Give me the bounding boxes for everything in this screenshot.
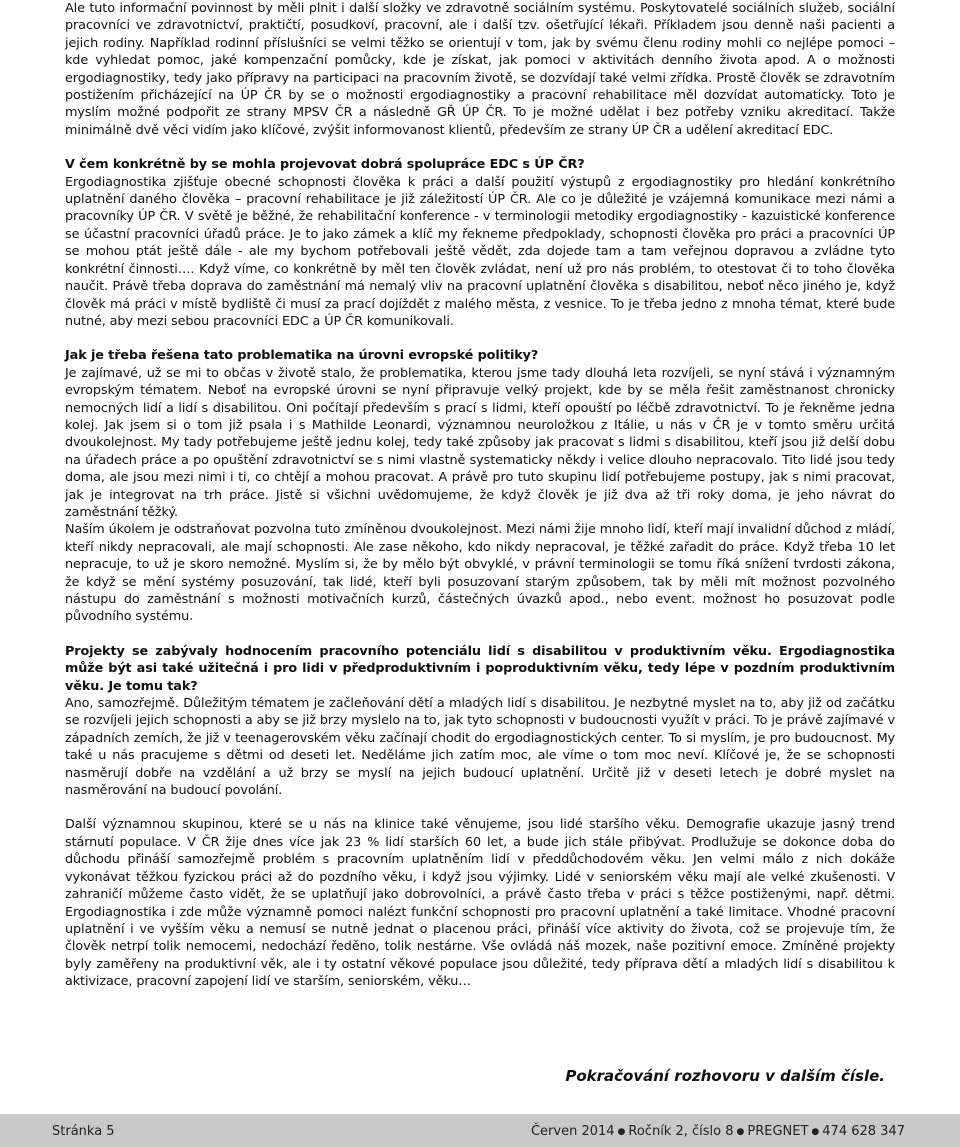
answer-age-groups: Ano, samozřejmě. Důležitým tématem je začleňování dětí a mladých lidí s disabilitou. Je nezbytné myslet na to, aby již od začátku se rozvíjeli jejich schopnosti a aby se již brzy myslelo na to, jak tyto schopnosti v budoucnosti využít v práci. To je právě zajímavé v západních zemích, že již v teenagerovském věku začínají chodit do ergodiagnostických center. To si myslím, je pro budoucnost. My také u nás pracujeme s dětmi od deseti let. Neděláme jich zatím moc, ale víme o tom moc neví. Klíčové je, že se schopnosti nasměrují dobře na vzdělání a už brzy se myslí na jejich budoucí uplatnění. Určitě již v deseti letech je dobré myslet na nasměrování na budoucí povolání. bbox=[65, 696, 895, 799]
bullet-icon: ● bbox=[617, 1127, 626, 1137]
bullet-icon: ● bbox=[811, 1127, 820, 1137]
question-age-groups: Projekty se zabývaly hodnocením pracovního potenciálu lidí s disabilitou v produktivním věku. Ergodiagnostika může být asi také užitečná i pro lidi v předproduktivním i poproduktivním věku, tedy lépe v pozdním produktivním věku. Je tomu tak? bbox=[65, 643, 895, 694]
question-cooperation: V čem konkrétně by se mohla projevovat dobrá spolupráce EDC s ÚP ČR? bbox=[65, 157, 585, 173]
continuation-note: Pokračování rozhovoru v dalším čísle. bbox=[565, 1067, 885, 1085]
phone-number: 474 628 347 bbox=[822, 1124, 905, 1139]
bullet-icon: ● bbox=[736, 1127, 745, 1137]
paragraph-intro: Ale tuto informační povinnost by měli plnit i další složky ve zdravotně sociálním systému. Poskytovatelé sociálních služeb, sociální pracovníci ve zdravotnictví, praktičtí, posudkoví, pracovní, ale i další tzv. ošetřující lékaři. Příkladem jsou denně naši pacienti a jejich rodiny. Například rodinní příslušníci se velmi těžko se orientují v tom, jak by svému členu rodiny mohli co nejlépe pomoci – kde vyhledat pomoc, jaké kompenzační pomůcky, kde je získat, jak pomoci v aktivitách denního života apod. A o možnosti ergodiagnostiky, tedy jako přípravy na participaci na pracovním životě, se dozvídají také velmi zřídka. Prostě člověk se zdravotním postižením přicházející na ÚP ČR by se o možnosti ergodiagnostiky a pracovní rehabilitace měl dozvídat automaticky. Toto je myslím možné podpořit ze strany MPSV ČR a následně GŘ ÚP ČR. To je možné udělat i bez potřeby vzniku akreditací. Takže minimálně dvě věci vidím jako klíčové, zvýšit informovanost klientů, především ze strany ÚP ČR a udělení akreditací EDC. bbox=[65, 1, 895, 138]
answer-european-policy: Je zajímavé, už se mi to občas v životě stalo, že problematika, kterou jsme tady dlouhá leta rozvíjeli, se nyní stává i významným evropským tématem. Neboť na evropské úrovni se nyní připravuje velký projekt, kde by se měla řešit zaměstnanost chronicky nemocných lidí a lidí s disabilitou. Oni počítají především s prací s lidmi, kteří opouští po léčbě zdravotnictví. To je řekněme jedna kolej. Jak jsem si o tom již psala i s Mathilde Leonardi, významnou neuroložkou z Itálie, u nás v ČR je v tomto směru určitá dvoukolejnost. My tady potřebujeme ještě jednu kolej, tedy také způsoby jak pracovat s lidmi s disabilitou, kteří jsou již delší dobu na úřadech práce a po opuštění zdravotnictví se s nimi vlastně systematicky někdy i velice dlouho nepracovalo. Tito lidé jsou tedy doma, ale jsou mezi nimi i ti, co chtějí a mohou pracovat. A právě pro tuto skupinu lidí potřebujeme postupy, jak s nimi pracovat, jak je integrovat na trh práce. Jistě si všichni uvědomujeme, že když člověk je již dva až tři roky doma, je jeho návrat do zaměstnání těžký. bbox=[65, 365, 895, 520]
answer-cooperation: Ergodiagnostika zjišťuje obecné schopnosti člověka k práci a další použití výstupů z ergodiagnostiky pro hledání konkrétního uplatnění daného člověka – pracovní rehabilitace je již záležitostí ÚP ČR. Ale co je důležité je vzájemná komunikace mezi námi a pracovníky ÚP ČR. V světě je běžné, že rehabilitační konference - v terminologii metodiky ergodiagnostiky - kazuistické konference se účastní pracovníci úřadů práce. Je to jako zámek a klíč my řekneme předpoklady, schopnosti člověka pro práci a pracovníci ÚP se mohou ptát ještě dále - ale my bychom potřebovali ještě vědět, zda dojede tam a tam veřejnou dopravou a zvládne tyto konkrétní činnosti…. Když víme, co konkrétně by měl ten člověk zvládat, není už pro nás problém, to otestovat či to toho člověka naučit. Právě třeba doprava do zaměstnání má nemalý vliv na pracovní uplatnění člověka s disabilitou, neboť něco jiného je, když člověk má práci v místě bydliště či musí za prací dojíždět z malého města, z vesnice. To je třeba jedno z mnoha témat, které bude nutné, aby mezi sebou pracovníci EDC a ÚP ČR komunikovali. bbox=[65, 174, 895, 329]
article-body bbox=[65, 0, 895, 991]
issue-volume: Ročník 2, číslo 8 bbox=[628, 1124, 734, 1139]
page-footer bbox=[0, 1114, 960, 1147]
issue-info bbox=[531, 1124, 905, 1139]
publisher-name: PREGNET bbox=[747, 1124, 809, 1139]
answer-european-policy-continued: Naším úkolem je odstraňovat pozvolna tuto zmíněnou dvoukolejnost. Mezi námi žije mnoho lidí, kteří mají invalidní důchod z mládí, kteří nikdy nepracovali, ale mají schopnosti. Ale zase někoho, kdo nikdy nepracoval, je těžké zařadit do práce. Když třeba 10 let nepracuje, to už je skoro nemožné. Myslím si, že by mělo být obvyklé, v právní terminologii se tomu říká snížení tvrdosti zákona, že když se mění systémy posuzování, tak lidé, kteří byli posuzovaní starým způsobem, tak by měli mít možnost pozvolného nástupu do zaměstnání s možnosti motivačních kurzů, částečných úvazků apod., nebo event. možnost ho posuzovat podle původního systému. bbox=[65, 522, 895, 625]
page-number: Stránka 5 bbox=[52, 1124, 115, 1139]
paragraph-older-people: Další významnou skupinou, které se u nás na klinice také věnujeme, jsou lidé staršího věku. Demografie ukazuje jasný trend stárnutí populace. V ČR žije dnes více jak 23 % lidí starších 60 let, a bude jich stále přibývat. Prodlužuje se dokonce doba do důchodu přináší samozřejmě problém s pracovním uplatněním lidí v předdůchodovém věku. Jen velmi málo z nich dokáže vykonávat těžkou fyzickou práci až do pozdního věku, i když jsou výjimky. Lidé v seniorském věku mají ale velké zkušenosti. V zahraničí můžeme často vidět, že se uplatňují jako dobrovolníci, a právě často třeba v práci s těžce postiženými, např. dětmi. Ergodiagnostika i zde může významně pomoci nalézt funkční schopnosti pro pracovní uplatnění a také limitace. Vhodné pracovní uplatnění i ve vyšším věku a nemusí se nutně jednat o placenou práci, přináší více aktivity do života, což se projevuje tím, že člověk netrpí tolik nemocemi, nedochází ředěno, tolik nestárne. Vše ovládá náš mozek, naše pozitivní emoce. Zmíněné projekty byly zaměřeny na produktivní věk, ale i ty ostatní věkové populace jsou důležité, tedy příprava dětí a mladých lidí s disabilitou k aktivizace, pracovní zapojení lidí ve starším, seniorském, věku… bbox=[65, 817, 895, 990]
question-european-policy: Jak je třeba řešena tato problematika na úrovni evropské politiky? bbox=[65, 348, 539, 364]
issue-month: Červen 2014 bbox=[530, 1124, 615, 1139]
